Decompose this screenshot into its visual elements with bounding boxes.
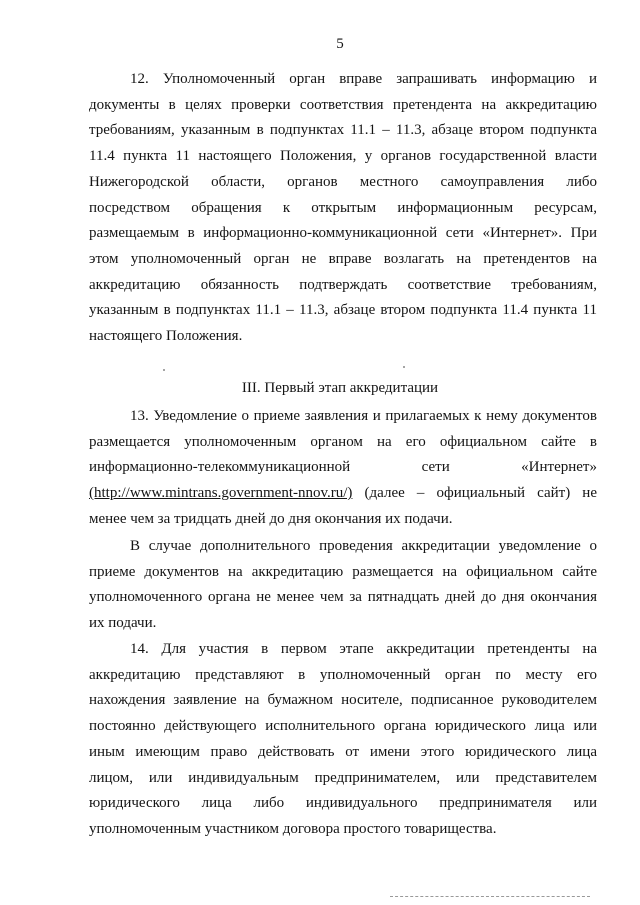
paragraph-12 — [89, 67, 597, 350]
paragraph-14 — [89, 637, 597, 843]
paragraph-13-continuation — [89, 534, 597, 637]
paragraph-line: В случае дополнительного проведения аккредитации уведомление о — [130, 538, 597, 554]
paragraph-line: лицом, или индивидуальным предпринимателем, или представителем — [89, 769, 597, 786]
paragraph-line: их подачи. — [89, 615, 157, 632]
paragraph-line: юридического лица либо индивидуального предпринимателя или — [89, 795, 597, 812]
paragraph-line: 13. Уведомление о приеме заявления и прилагаемых к нему документов — [130, 408, 597, 424]
paragraph-line: 11.4 пункта 11 настоящего Положения, у органов государственной власти — [89, 148, 597, 165]
page-number: 5 — [336, 36, 344, 52]
paragraph-line: Нижегородской области, органов местного самоуправления либо — [89, 173, 597, 190]
paragraph-line: 14. Для участия в первом этапе аккредитации претенденты на — [130, 641, 597, 657]
scan-speck — [163, 369, 165, 371]
section-heading: III. Первый этап аккредитации — [241, 380, 439, 396]
paragraph-line: информационно-телекоммуникационной сети «Интернет» — [89, 459, 597, 476]
paragraph-line: размещаемым в информационно-коммуникационной сети «Интернет». При — [89, 225, 597, 242]
paragraph-13 — [89, 404, 597, 533]
paragraph-line: настоящего Положения. — [89, 328, 243, 345]
paragraph-line: указанным в подпунктах 11.1 – 11.3, абзаце втором подпункта 11.4 пункта 11 — [89, 302, 597, 319]
paragraph-text: (далее – официальный сайт) не — [352, 485, 597, 502]
scan-edge-line — [390, 896, 590, 897]
paragraph-line: 12. Уполномоченный орган вправе запрашивать информацию и — [130, 71, 597, 87]
paragraph-line: иным имеющим право действовать от имени этого юридического лица — [89, 743, 597, 760]
paragraph-line — [89, 481, 597, 507]
paragraph-line: аккредитацию обязанность подтверждать соответствие требованиям, — [89, 276, 597, 293]
scan-speck — [403, 366, 405, 368]
paragraph-line: уполномоченного органа не менее чем за пятнадцать дней до дня окончания — [89, 589, 597, 606]
paragraph-line: требованиям, указанным в подпунктах 11.1 – 11.3, абзаце втором подпункта — [89, 122, 597, 139]
paragraph-line: посредством обращения к открытым информационным ресурсам, — [89, 199, 597, 216]
paragraph-line: документы в целях проверки соответствия претендента на аккредитацию — [89, 96, 597, 113]
paragraph-line: нахождения заявление на бумажном носителе, подписанное руководителем — [89, 692, 597, 709]
paragraph-line: этом уполномоченный орган не вправе возлагать на претендентов на — [89, 250, 597, 267]
official-site-link[interactable]: (http://www.mintrans.government-nnov.ru/) — [89, 485, 353, 502]
paragraph-line: аккредитацию представляют в уполномоченный орган по месту его — [89, 666, 597, 683]
paragraph-line: постоянно действующего исполнительного органа юридического лица или — [89, 718, 597, 735]
paragraph-line: размещается уполномоченным органом на его официальном сайте в — [89, 433, 597, 450]
paragraph-line: менее чем за тридцать дней до дня окончания их подачи. — [89, 510, 453, 527]
paragraph-line: уполномоченным участником договора простого товарищества. — [89, 820, 497, 837]
paragraph-line: приеме документов на аккредитацию размещается на официальном сайте — [89, 563, 597, 580]
